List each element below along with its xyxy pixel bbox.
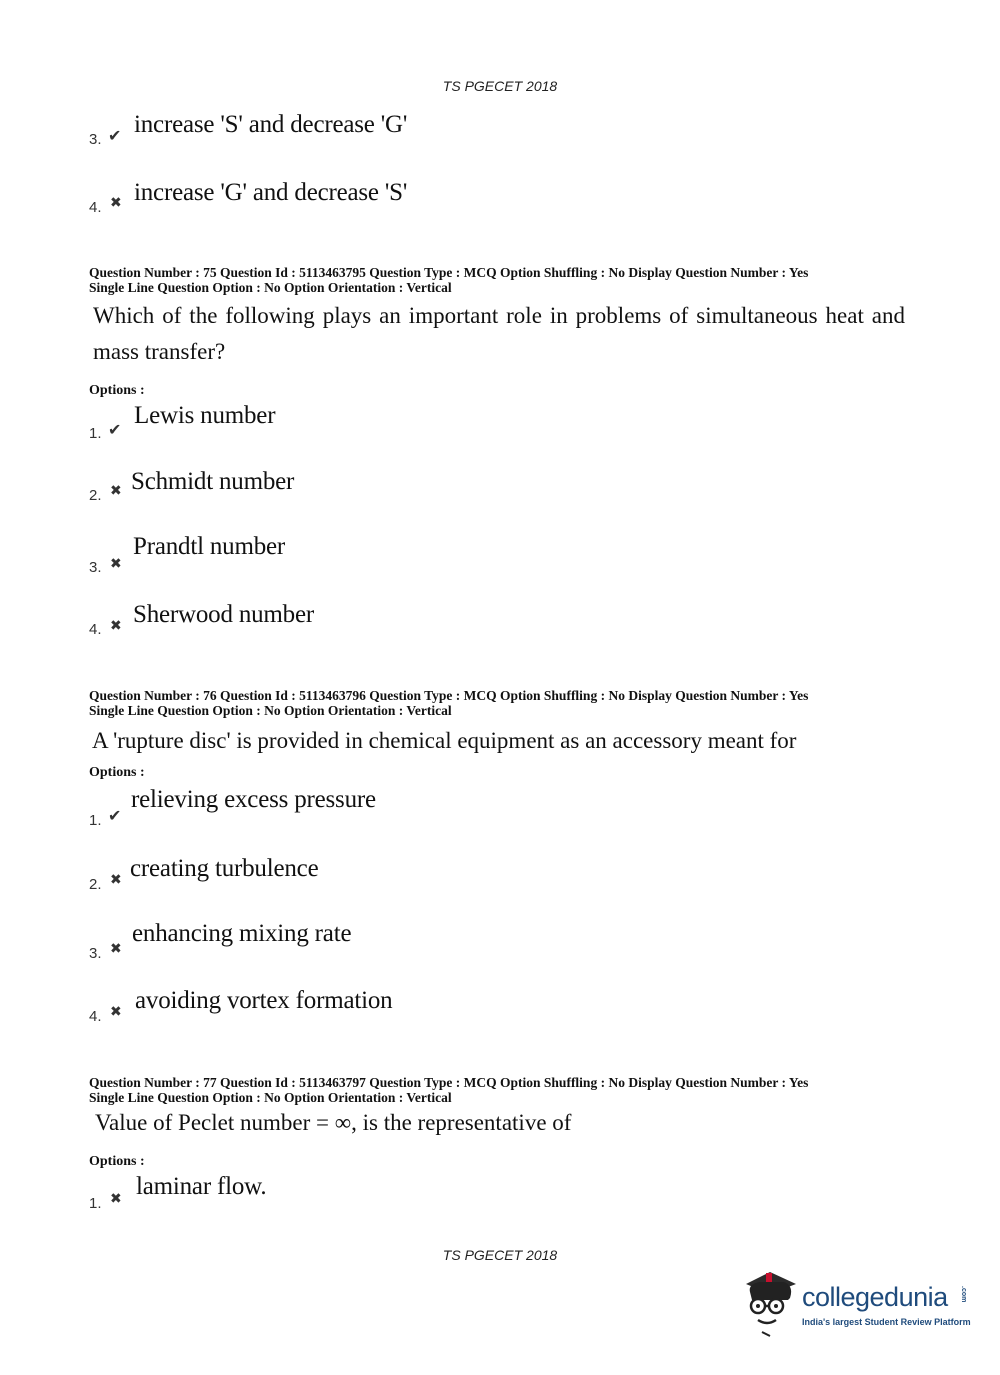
option-number: 3. [89, 131, 102, 148]
wrong-cross-icon: ✖ [110, 1005, 122, 1020]
options-label: Options : [89, 1154, 145, 1169]
option-number: 4. [89, 621, 102, 638]
option-text: laminar flow. [136, 1173, 267, 1200]
question-meta [89, 688, 969, 718]
question-meta [89, 1075, 969, 1105]
mascot-icon [740, 1270, 800, 1338]
question-meta-line: Single Line Question Option : No Option Orientation : Vertical [89, 703, 452, 718]
option-text: increase 'G' and decrease 'S' [134, 179, 408, 206]
wrong-cross-icon: ✖ [110, 942, 122, 957]
wrong-cross-icon: ✖ [110, 1192, 122, 1207]
options-label: Options : [89, 383, 145, 398]
option-text: relieving excess pressure [131, 786, 376, 813]
question-meta-line: Question Number : 76 Question Id : 5113463796 Question Type : MCQ Option Shuffling : No Display Question Number : Yes [89, 688, 809, 703]
option-number: 2. [89, 876, 102, 893]
wrong-cross-icon: ✖ [110, 484, 122, 499]
wrong-cross-icon: ✖ [110, 557, 122, 572]
page-footer: TS PGECET 2018 [442, 1247, 558, 1263]
option-text: enhancing mixing rate [132, 920, 352, 947]
option-text: Lewis number [134, 402, 276, 429]
wrong-cross-icon: ✖ [110, 873, 122, 888]
option-text: Sherwood number [133, 601, 314, 628]
option-number: 1. [89, 1195, 102, 1212]
correct-check-icon: ✔ [108, 422, 122, 439]
option-number: 2. [89, 487, 102, 504]
question-text: Value of Peclet number = ∞, is the representative of [95, 1110, 572, 1135]
option-text: Prandtl number [133, 533, 286, 560]
option-text: avoiding vortex formation [135, 987, 393, 1014]
logo-suffix: .com [960, 1286, 967, 1303]
options-label: Options : [89, 765, 145, 780]
option-text: increase 'S' and decrease 'G' [134, 111, 408, 138]
correct-check-icon: ✔ [108, 128, 122, 145]
question-meta [89, 265, 969, 295]
option-number: 1. [89, 812, 102, 829]
option-text: creating turbulence [130, 855, 319, 882]
wrong-cross-icon: ✖ [110, 196, 122, 211]
question-meta-line: Question Number : 75 Question Id : 5113463795 Question Type : MCQ Option Shuffling : No Display Question Number : Yes [89, 265, 809, 280]
option-number: 3. [89, 945, 102, 962]
question-meta-line: Question Number : 77 Question Id : 5113463797 Question Type : MCQ Option Shuffling : No Display Question Number : Yes [89, 1075, 809, 1090]
collegedunia-logo[interactable] [740, 1270, 980, 1340]
option-number: 3. [89, 559, 102, 576]
option-number: 4. [89, 199, 102, 216]
logo-tagline: India's largest Student Review Platform [802, 1317, 971, 1327]
question-meta-line: Single Line Question Option : No Option Orientation : Vertical [89, 280, 452, 295]
option-number: 4. [89, 1008, 102, 1025]
question-text: A 'rupture disc' is provided in chemical equipment as an accessory meant for [92, 728, 797, 753]
option-text: Schmidt number [131, 468, 295, 495]
logo-brand: collegedunia [802, 1282, 948, 1312]
question-text: Which of the following plays an important role in problems of simultaneous heat and mass transfer? [93, 303, 905, 364]
option-number: 1. [89, 425, 102, 442]
correct-check-icon: ✔ [108, 808, 122, 825]
question-meta-line: Single Line Question Option : No Option Orientation : Vertical [89, 1090, 452, 1105]
page-header: TS PGECET 2018 [442, 78, 558, 94]
wrong-cross-icon: ✖ [110, 619, 122, 634]
